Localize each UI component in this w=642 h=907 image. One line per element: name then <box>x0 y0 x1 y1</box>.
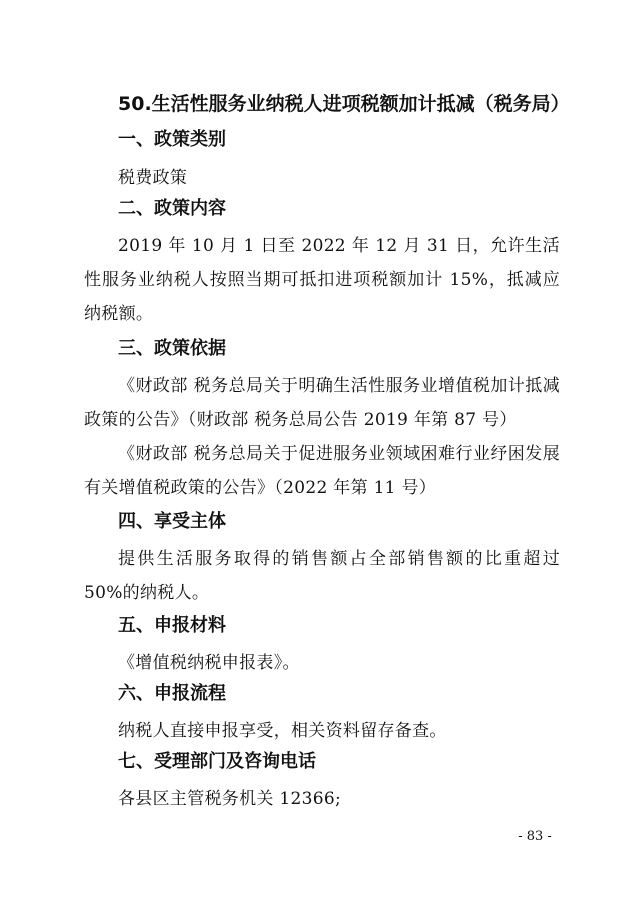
section-text-policy-basis-2: 《财政部 税务总局关于促进服务业领域困难行业纾困发展有关增值税政策的公告》（2022 年第 11 号） <box>84 444 560 498</box>
section-text-policy-category: 税费政策 <box>118 168 188 188</box>
section-text-declaration-materials: 《增值税纳税申报表》。 <box>118 653 300 673</box>
page-number: - 83 - <box>518 829 552 844</box>
section-text-contact: 各县区主管税务机关 12366; <box>118 789 342 809</box>
section-heading-eligible-subject: 四、享受主体 <box>118 511 226 532</box>
section-heading-declaration-materials: 五、申报材料 <box>118 615 226 636</box>
section-text-policy-basis-1: 《财政部 税务总局关于明确生活性服务业增值税加计抵减政策的公告》（财政部 税务总局公告 2019 年第 87 号） <box>84 376 560 430</box>
section-text-declaration-process: 纳税人直接申报享受，相关资料留存备查。 <box>118 721 447 741</box>
section-heading-declaration-process: 六、申报流程 <box>118 683 226 704</box>
section-heading-policy-category: 一、政策类别 <box>118 129 226 150</box>
section-heading-policy-content: 二、政策内容 <box>118 198 226 219</box>
section-text-policy-content: 2019 年 10 月 1 日至 2022 年 12 月 31 日，允许生活性服务业纳税人按照当期可抵扣进项税额加计 15%，抵减应纳税额。 <box>84 236 560 324</box>
section-text-eligible-subject: 提供生活服务取得的销售额占全部销售额的比重超过 50%的纳税人。 <box>84 549 560 603</box>
document-title: 50.生活性服务业纳税人进项税额加计抵减（税务局） <box>118 93 570 115</box>
section-heading-contact: 七、受理部门及咨询电话 <box>118 751 316 772</box>
section-heading-policy-basis: 三、政策依据 <box>118 338 226 359</box>
